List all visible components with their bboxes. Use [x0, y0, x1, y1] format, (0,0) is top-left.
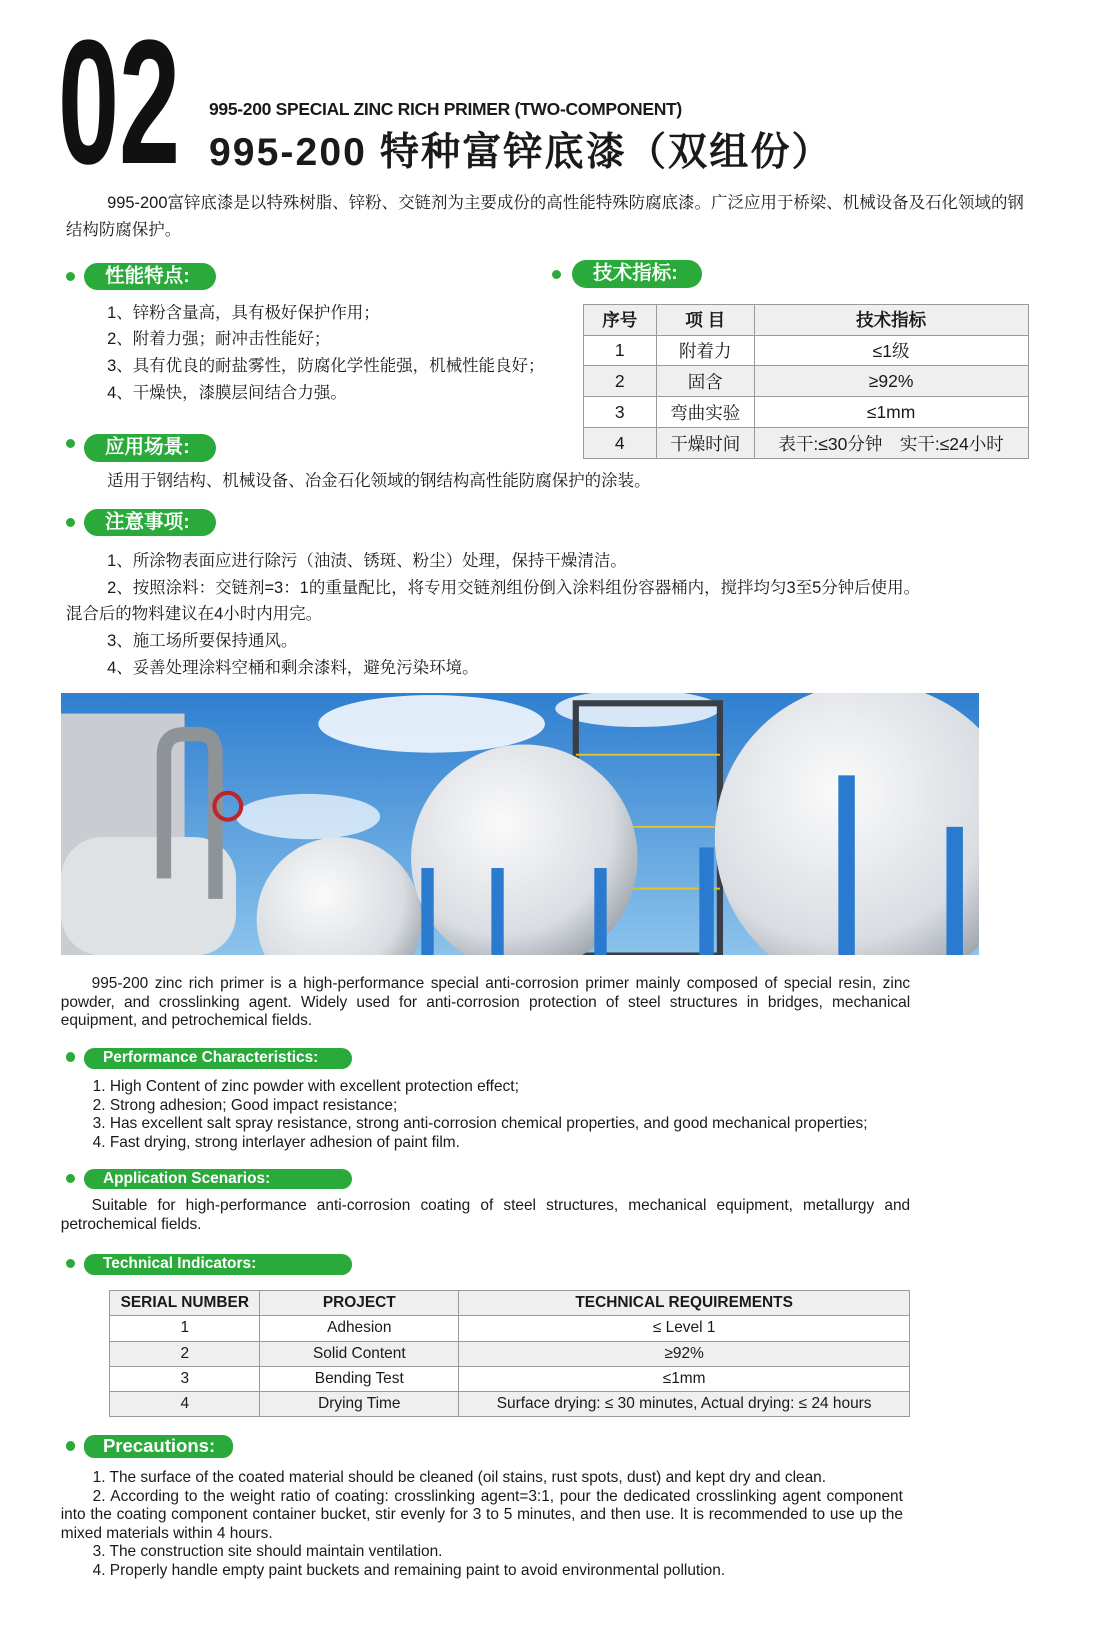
heading-performance-cn: 性能特点: — [84, 263, 216, 291]
application-text-cn: 适用于钢结构、机械设备、冶金石化领域的钢结构高性能防腐保护的涂装。 — [107, 472, 651, 491]
table-row — [583, 428, 1028, 459]
precautions-list-en — [61, 1469, 903, 1580]
bullet-icon — [66, 1052, 75, 1061]
col-header: 项 目 — [656, 304, 754, 335]
list-item: 1. The surface of the coated material should be cleaned (oil stains, rust spots, dust) and kept dry and clean. — [92, 1469, 827, 1487]
col-header: 序号 — [583, 304, 656, 335]
list-item: 2. According to the weight ratio of coating: crosslinking agent=3:1, pour the dedicated crosslinking agent component into the coating component container bucket, stir evenly for 3 to 5 minutes, and then use. It is recommended to use up the mixed materials within 4 hours. — [60, 1487, 903, 1542]
list-item: 3、具有优良的耐盐雾性，防腐化学性能强，机械性能良好； — [107, 357, 545, 376]
section-number-02 — [58, 23, 192, 172]
cell: 表干:≤30分钟 实干:≤24小时 — [754, 428, 1028, 459]
heading-application-cn: 应用场景: — [84, 434, 216, 462]
list-item: 1、所涂物表面应进行除污（油渍、锈斑、粉尘）处理，保持干燥清洁。 — [107, 551, 627, 570]
petrochemical-tanks-photo — [61, 693, 979, 956]
performance-list-en — [93, 1078, 868, 1152]
cell: Adhesion — [260, 1316, 459, 1341]
list-item: 2. Strong adhesion; Good impact resistance; — [92, 1096, 398, 1114]
heading-tech-cn: 技术指标: — [572, 260, 702, 288]
list-item: 2、按照涂料：交链剂=3：1的重量配比，将专用交链剂组份倒入涂料组份容器桶内，搅拌均匀3至5分钟后使用。 — [107, 578, 921, 597]
table-row — [583, 397, 1028, 428]
table-row — [583, 335, 1028, 366]
cell: ≥92% — [754, 366, 1028, 397]
heading-application-en: Application Scenarios: — [84, 1169, 352, 1190]
cell: 干燥时间 — [656, 428, 754, 459]
col-header: TECHNICAL REQUIREMENTS — [459, 1291, 910, 1316]
heading-precautions-cn: 注意事项: — [84, 509, 216, 537]
list-item: 4. Fast drying, strong interlayer adhesion of paint film. — [92, 1133, 460, 1151]
bullet-icon — [66, 1441, 75, 1450]
cell: ≤1mm — [459, 1366, 910, 1391]
cell: ≤1mm — [754, 397, 1028, 428]
cell: 3 — [110, 1366, 260, 1391]
list-item: 4、干燥快，漆膜层间结合力强。 — [107, 383, 347, 402]
cell: Surface drying: ≤ 30 minutes, Actual drying: ≤ 24 hours — [459, 1391, 910, 1416]
cell: 4 — [583, 428, 656, 459]
heading-performance-en: Performance Characteristics: — [84, 1048, 352, 1069]
bullet-icon — [66, 439, 75, 448]
cell: ≤1级 — [754, 335, 1028, 366]
bullet-icon — [552, 270, 561, 279]
subtitle-en: 995-200 SPECIAL ZINC RICH PRIMER (TWO-COMPONENT) — [209, 98, 682, 119]
cell: Bending Test — [260, 1366, 459, 1391]
cell: Solid Content — [260, 1341, 459, 1366]
svg-text:02: 02 — [57, 22, 180, 172]
bullet-icon — [66, 1259, 75, 1268]
cell: 1 — [583, 335, 656, 366]
col-header: SERIAL NUMBER — [110, 1291, 260, 1316]
cell: 1 — [110, 1316, 260, 1341]
list-item: 1、锌粉含量高，具有极好保护作用； — [107, 303, 380, 322]
bullet-icon — [66, 1174, 75, 1183]
list-item: 4、妥善处理涂料空桶和剩余漆料，避免污染环境。 — [107, 658, 479, 677]
list-item: 3. The construction site should maintain ventilation. — [92, 1543, 443, 1561]
page-title: 995-200 特种富锌底漆（双组份） — [209, 131, 833, 175]
cell: Drying Time — [260, 1391, 459, 1416]
cell: ≤ Level 1 — [459, 1316, 910, 1341]
table-header-row — [110, 1291, 910, 1316]
list-item: 4. Properly handle empty paint buckets and remaining paint to avoid environmental pollution. — [92, 1561, 726, 1579]
col-header: PROJECT — [260, 1291, 459, 1316]
intro-en: 995-200 zinc rich primer is a high-performance special anti-corrosion primer mainly composed of special resin, zinc powder, and crosslinking agent. Widely used for anti-corrosion protection of steel structures in bridges, mechanical equipment, and petrochemical fields. — [60, 975, 911, 1030]
table-row — [110, 1316, 910, 1341]
col-header: 技术指标 — [754, 304, 1028, 335]
list-item: 混合后的物料建议在4小时内用完。 — [65, 605, 323, 624]
cell: 固含 — [656, 366, 754, 397]
list-item: 1. High Content of zinc powder with excellent protection effect; — [92, 1077, 519, 1095]
cell: 2 — [583, 366, 656, 397]
table-row — [110, 1366, 910, 1391]
table-row — [110, 1341, 910, 1366]
table-header-row — [583, 304, 1028, 335]
application-text-en: Suitable for high-performance anti-corrosion coating of steel structures, mechanical equipment, metallurgy and petrochemical fields. — [60, 1197, 911, 1233]
table-row — [110, 1391, 910, 1416]
list-item: 3. Has excellent salt spray resistance, strong anti-corrosion chemical properties, and good mechanical properties; — [92, 1115, 868, 1133]
cell: 弯曲实验 — [656, 397, 754, 428]
heading-tech-en: Technical Indicators: — [84, 1254, 352, 1275]
intro-cn: 995-200富锌底漆是以特殊树脂、锌粉、交链剂为主要成份的高性能特殊防腐底漆。广泛应用于桥梁、机械设备及石化领域的钢结构防腐保护。 — [65, 194, 1024, 240]
list-item: 3、施工场所要保持通风。 — [107, 632, 298, 651]
bullet-icon — [66, 272, 75, 281]
cell: 附着力 — [656, 335, 754, 366]
cell: ≥92% — [459, 1341, 910, 1366]
cell: 3 — [583, 397, 656, 428]
cell: 2 — [110, 1341, 260, 1366]
bullet-icon — [66, 518, 75, 527]
table-row — [583, 366, 1028, 397]
performance-list-cn — [107, 300, 544, 407]
tech-table-en — [109, 1290, 910, 1417]
cell: 4 — [110, 1391, 260, 1416]
list-item: 2、附着力强；耐冲击性能好； — [107, 330, 331, 349]
precautions-list-cn — [66, 548, 920, 682]
tech-table-cn — [583, 304, 1029, 459]
heading-precautions-en: Precautions: — [84, 1435, 232, 1458]
